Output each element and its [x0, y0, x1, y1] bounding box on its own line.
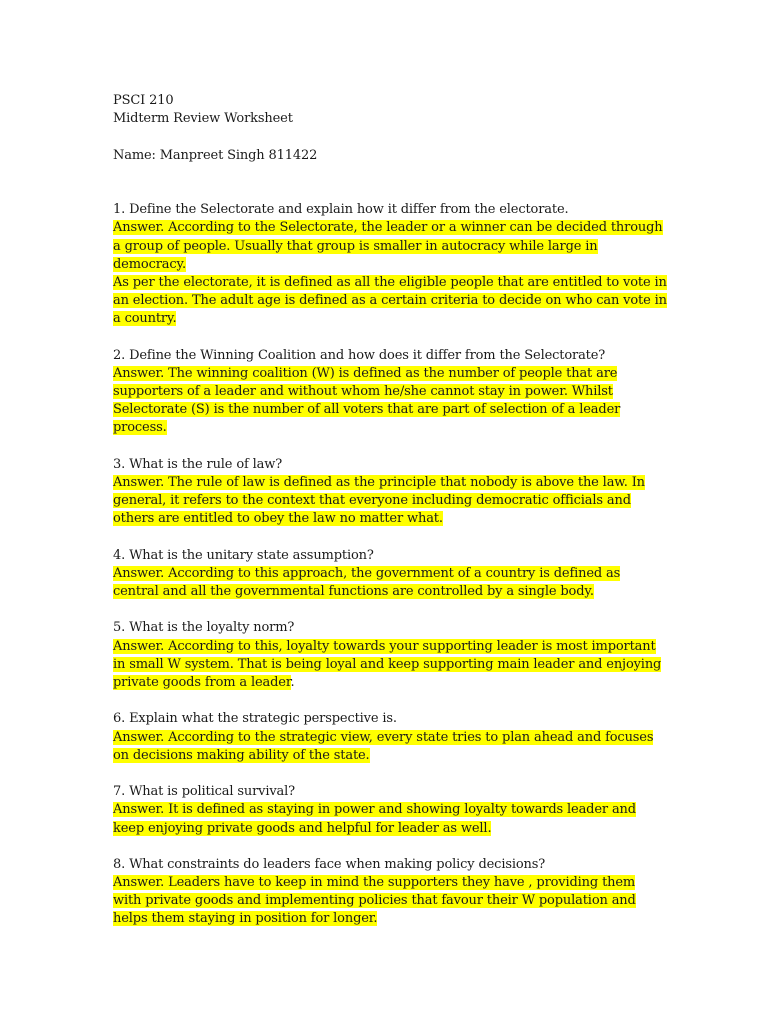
highlighted-answer-text: Answer. According to the strategic view, every state tries to plan ahead and focuses — [113, 729, 654, 745]
answer-line — [113, 892, 673, 910]
answer-line — [113, 565, 673, 583]
answer-line — [113, 874, 673, 892]
answer-line — [113, 383, 673, 401]
answer-line — [113, 656, 673, 674]
question-block — [113, 347, 673, 438]
highlighted-answer-text: Answer. The rule of law is defined as the principle that nobody is above the law. In — [113, 474, 645, 490]
highlighted-answer-text: others are entitled to obey the law no matter what. — [113, 511, 443, 527]
question-text: 4. What is the unitary state assumption? — [113, 547, 374, 563]
highlighted-answer-text: Answer. According to the Selectorate, the leader or a winner can be decided through — [113, 220, 663, 236]
question-block — [113, 710, 673, 765]
answer-line — [113, 256, 673, 274]
highlighted-answer-text: Answer. The winning coalition (W) is defined as the number of people that are — [113, 365, 618, 381]
question-text: 3. What is the rule of law? — [113, 456, 283, 472]
answer-line — [113, 219, 673, 237]
answer-line — [113, 910, 673, 928]
highlighted-answer-text: central and all the governmental functions are controlled by a single body. — [113, 584, 594, 600]
course-code: PSCI 210 — [113, 93, 174, 108]
highlighted-answer-text: supporters of a leader and without whom he/she cannot stay in power. Whilst — [113, 384, 613, 399]
questions-list — [113, 201, 673, 929]
answer-line — [113, 583, 673, 601]
question-text: 1. Define the Selectorate and explain how it differ from the electorate. — [113, 202, 569, 218]
question-text: 5. What is the loyalty norm? — [113, 620, 295, 636]
highlighted-answer-text: with private goods and implementing policies that favour their W population and — [113, 893, 636, 909]
question-text: 6. Explain what the strategic perspective is. — [113, 711, 397, 727]
question-block — [113, 619, 673, 692]
question-block — [113, 783, 673, 838]
worksheet-page — [113, 92, 673, 929]
answer-line — [113, 365, 673, 383]
question-block — [113, 201, 673, 328]
answer-line — [113, 492, 673, 510]
answer-line — [113, 674, 673, 692]
highlighted-answer-text: on decisions making ability of the state. — [113, 747, 370, 763]
answer-line — [113, 747, 673, 765]
question-text: 2. Define the Winning Coalition and how does it differ from the Selectorate? — [113, 347, 606, 363]
answer-line — [113, 292, 673, 310]
highlighted-answer-text: process. — [113, 420, 167, 436]
answer-line — [113, 820, 673, 838]
student-name: Name: Manpreet Singh 811422 — [113, 147, 318, 163]
highlighted-answer-text: in small W system. That is being loyal and keep supporting main leader and enjoying — [113, 656, 662, 672]
answer-line — [113, 474, 673, 492]
highlighted-answer-text: Answer. According to this approach, the government of a country is defined as — [113, 565, 621, 581]
answer-line — [113, 310, 673, 328]
highlighted-answer-text: democracy. — [113, 256, 186, 272]
highlighted-answer-text: keep enjoying private goods and helpful for leader as well. — [113, 820, 492, 836]
answer-line — [113, 638, 673, 656]
highlighted-answer-text: Answer. Leaders have to keep in mind the supporters they have , providing them — [113, 875, 636, 891]
question-text: 8. What constraints do leaders face when making policy decisions? — [113, 856, 546, 872]
question-block — [113, 856, 673, 929]
answer-line — [113, 510, 673, 528]
question-block — [113, 547, 673, 602]
answer-line — [113, 801, 673, 819]
highlighted-answer-text: an election. The adult age is defined as a certain criteria to decide on who can vote in — [113, 293, 667, 309]
highlighted-answer-text: As per the electorate, it is defined as all the eligible people that are entitled to vote in — [113, 274, 667, 290]
answer-line — [113, 238, 673, 256]
answer-line — [113, 274, 673, 292]
highlighted-answer-text: a country. — [113, 311, 177, 327]
answer-line — [113, 419, 673, 437]
highlighted-answer-text: Selectorate (S) is the number of all voters that are part of selection of a leader — [113, 402, 621, 418]
highlighted-answer-text: a group of people. Usually that group is smaller in autocracy while large in — [113, 238, 598, 254]
document-title: Midterm Review Worksheet — [113, 111, 293, 127]
highlighted-answer-text: general, it refers to the context that everyone including democratic officials and — [113, 493, 631, 509]
answer-line — [113, 729, 673, 747]
highlighted-answer-text: helps them staying in position for longer. — [113, 911, 378, 927]
trailing-punctuation: . — [290, 675, 295, 690]
highlighted-answer-text: private goods from a leader — [113, 675, 291, 690]
highlighted-answer-text: Answer. It is defined as staying in power and showing loyalty towards leader and — [113, 802, 636, 818]
highlighted-answer-text: Answer. According to this, loyalty towards your supporting leader is most important — [113, 638, 656, 654]
question-block — [113, 456, 673, 529]
question-text: 7. What is political survival? — [113, 784, 295, 800]
answer-line — [113, 401, 673, 419]
